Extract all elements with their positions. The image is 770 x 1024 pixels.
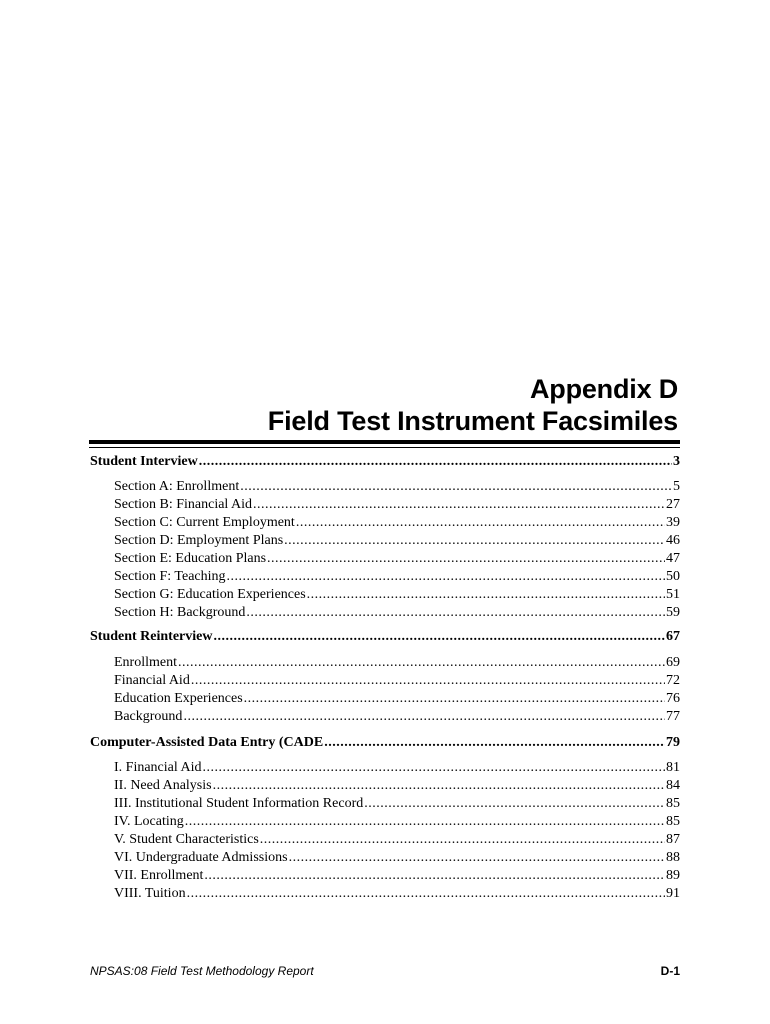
toc-entry[interactable] <box>114 550 680 568</box>
toc-entry-page: 87 <box>666 832 680 847</box>
toc-entry[interactable] <box>114 532 680 550</box>
toc-entry-title: Section F: Teaching <box>114 569 226 584</box>
toc-section-student-interview[interactable] <box>90 453 680 471</box>
toc-entry-page: 39 <box>666 515 680 530</box>
toc-leader-dots <box>191 672 665 690</box>
toc-entry-page: 85 <box>666 814 680 829</box>
toc-entry-title: Section D: Employment Plans <box>114 533 284 548</box>
toc-entry[interactable] <box>114 478 680 496</box>
toc-leader-dots <box>240 478 672 496</box>
toc-leader-dots <box>204 867 665 885</box>
toc-section-title: Computer-Assisted Data Entry (CADE <box>90 735 324 750</box>
toc-leader-dots <box>187 885 665 903</box>
toc-leader-dots <box>214 628 666 646</box>
toc-section-cade[interactable] <box>90 734 680 752</box>
toc-entry-title: III. Institutional Student Information Record <box>114 796 364 811</box>
toc-leader-dots <box>260 831 665 849</box>
toc-entry[interactable] <box>114 795 680 813</box>
toc-entry[interactable] <box>114 514 680 532</box>
toc-section-page: 67 <box>666 629 680 644</box>
toc-section-student-reinterview[interactable] <box>90 628 680 646</box>
toc-entry-page: 69 <box>666 655 680 670</box>
toc-leader-dots <box>227 568 665 586</box>
toc-entry-title: IV. Locating <box>114 814 184 829</box>
toc-entry-page: 46 <box>666 533 680 548</box>
toc-entry-page: 76 <box>666 691 680 706</box>
toc-leader-dots <box>307 586 665 604</box>
toc-entry[interactable] <box>114 568 680 586</box>
toc-entry-title: II. Need Analysis <box>114 778 212 793</box>
toc-entry[interactable] <box>114 759 680 777</box>
toc-entry-title: VIII. Tuition <box>114 886 186 901</box>
toc-entry[interactable] <box>114 654 680 672</box>
toc-entry[interactable] <box>114 586 680 604</box>
toc-section-page: 79 <box>666 735 680 750</box>
toc-entry[interactable] <box>114 496 680 514</box>
toc-entry-page: 84 <box>666 778 680 793</box>
toc-entry-title: Section E: Education Plans <box>114 551 267 566</box>
toc-entry-title: VI. Undergraduate Admissions <box>114 850 288 865</box>
toc-leader-dots <box>253 496 665 514</box>
title-rule-thin <box>89 447 680 448</box>
toc-entry-page: 81 <box>666 760 680 775</box>
toc-entry-title: Enrollment <box>114 655 177 670</box>
toc-leader-dots <box>199 453 672 471</box>
toc-entry[interactable] <box>114 777 680 795</box>
toc-entry-page: 51 <box>666 587 680 602</box>
toc-entry-page: 91 <box>666 886 680 901</box>
toc-section-page: 3 <box>673 454 680 469</box>
toc-section-title: Student Reinterview <box>90 629 213 644</box>
toc-section-title: Student Interview <box>90 454 198 469</box>
toc-leader-dots <box>364 795 665 813</box>
toc-entry-title: Section G: Education Experiences <box>114 587 306 602</box>
toc-leader-dots <box>178 654 665 672</box>
toc-entry-title: I. Financial Aid <box>114 760 202 775</box>
toc-leader-dots <box>267 550 665 568</box>
toc-leader-dots <box>289 849 665 867</box>
footer-page-number: D-1 <box>660 964 680 978</box>
toc-entry-title: Background <box>114 709 183 724</box>
toc-entry-page: 89 <box>666 868 680 883</box>
toc-entry-page: 27 <box>666 497 680 512</box>
toc-leader-dots <box>246 604 665 622</box>
toc-leader-dots <box>183 708 665 726</box>
toc-entry-page: 59 <box>666 605 680 620</box>
toc-entry-page: 77 <box>666 709 680 724</box>
toc-entry-title: Education Experiences <box>114 691 243 706</box>
toc-entry-title: Section A: Enrollment <box>114 479 240 494</box>
appendix-title: Appendix D <box>529 374 678 404</box>
toc-entry[interactable] <box>114 831 680 849</box>
toc-entry[interactable] <box>114 885 680 903</box>
toc-entry-page: 47 <box>666 551 680 566</box>
toc-entry-page: 85 <box>666 796 680 811</box>
appendix-subtitle: Field Test Instrument Facsimiles <box>267 406 678 436</box>
toc-leader-dots <box>324 734 665 752</box>
toc-entry[interactable] <box>114 867 680 885</box>
toc-entry[interactable] <box>114 690 680 708</box>
toc-entry-title: Section B: Financial Aid <box>114 497 253 512</box>
toc-entry[interactable] <box>114 708 680 726</box>
toc-leader-dots <box>203 759 666 777</box>
toc-entry[interactable] <box>114 672 680 690</box>
toc-entry[interactable] <box>114 604 680 622</box>
toc-entry-page: 88 <box>666 850 680 865</box>
toc-entry-page: 50 <box>666 569 680 584</box>
toc-leader-dots <box>296 514 665 532</box>
toc-leader-dots <box>244 690 665 708</box>
title-rule-thick <box>89 440 680 444</box>
toc-entry-title: V. Student Characteristics <box>114 832 259 847</box>
toc-entry-title: Section C: Current Employment <box>114 515 295 530</box>
toc-entry-page: 5 <box>673 479 680 494</box>
toc-entry-page: 72 <box>666 673 680 688</box>
toc-leader-dots <box>185 813 665 831</box>
toc-entry[interactable] <box>114 813 680 831</box>
toc-leader-dots <box>213 777 665 795</box>
toc-entry-title: Section H: Background <box>114 605 246 620</box>
toc-entry-title: Financial Aid <box>114 673 190 688</box>
toc-entry[interactable] <box>114 849 680 867</box>
footer-report-title: NPSAS:08 Field Test Methodology Report <box>90 964 314 978</box>
toc-leader-dots <box>284 532 665 550</box>
toc-entry-title: VII. Enrollment <box>114 868 204 883</box>
